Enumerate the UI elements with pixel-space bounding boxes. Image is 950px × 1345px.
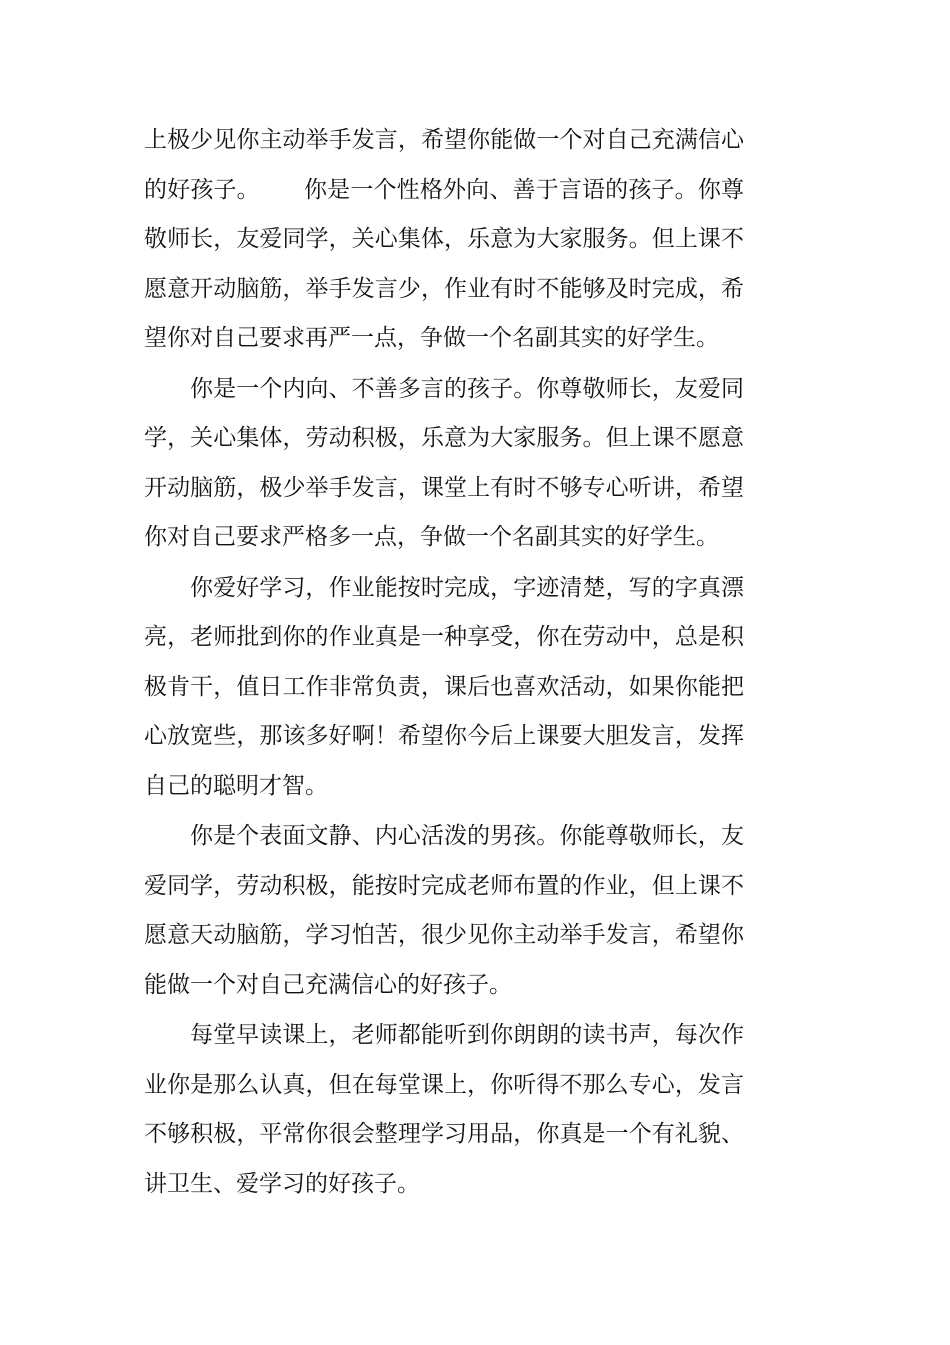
paragraph-3 xyxy=(144,564,744,812)
paragraph-5-text: 每堂早读课上，老师都能听到你朗朗的读书声，每次作业你是那么认真，但在每堂课上，你听得不那么专心，发言不够积极，平常你很会整理学习用品，你真是一个有礼貌、讲卫生、爱学习的好孩子。 xyxy=(144,1022,744,1197)
paragraph-3-text: 你爱好学习，作业能按时完成，字迹清楚，写的字真漂亮，老师批到你的作业真是一种享受，你在劳动中，总是积极肯干，值日工作非常负责，课后也喜欢活动，如果你能把心放宽些，那该多好啊！希望你今后上课要大胆发言，发挥自己的聪明才智。 xyxy=(144,574,744,799)
paragraph-1 xyxy=(144,116,744,364)
paragraph-2-text: 你是一个内向、不善多言的孩子。你尊敬师长，友爱同学，关心集体，劳动积极，乐意为大家服务。但上课不愿意开动脑筋，极少举手发言，课堂上有时不够专心听讲，希望你对自己要求严格多一点，争做一个名副其实的好学生。 xyxy=(144,375,744,550)
paragraph-4 xyxy=(144,812,744,1010)
document-body xyxy=(144,116,744,1209)
paragraph-4-text: 你是个表面文静、内心活泼的男孩。你能尊敬师长，友爱同学，劳动积极，能按时完成老师布置的作业，但上课不愿意天动脑筋，学习怕苦，很少见你主动举手发言，希望你能做一个对自己充满信心的好孩子。 xyxy=(144,823,744,998)
paragraph-1-segment-1: 上极少见你主动举手发言，希望你能做一个对自己充满信心的好孩子。 xyxy=(144,127,744,203)
paragraph-5 xyxy=(144,1011,744,1209)
paragraph-1-segment-2: 你是一个性格外向、善于言语的孩子。你尊敬师长，友爱同学，关心集体，乐意为大家服务。但上课不愿意开动脑筋，举手发言少，作业有时不能够及时完成，希望你对自己要求再严一点，争做一个名副其实的好学生。 xyxy=(144,176,745,351)
paragraph-2 xyxy=(144,365,744,563)
